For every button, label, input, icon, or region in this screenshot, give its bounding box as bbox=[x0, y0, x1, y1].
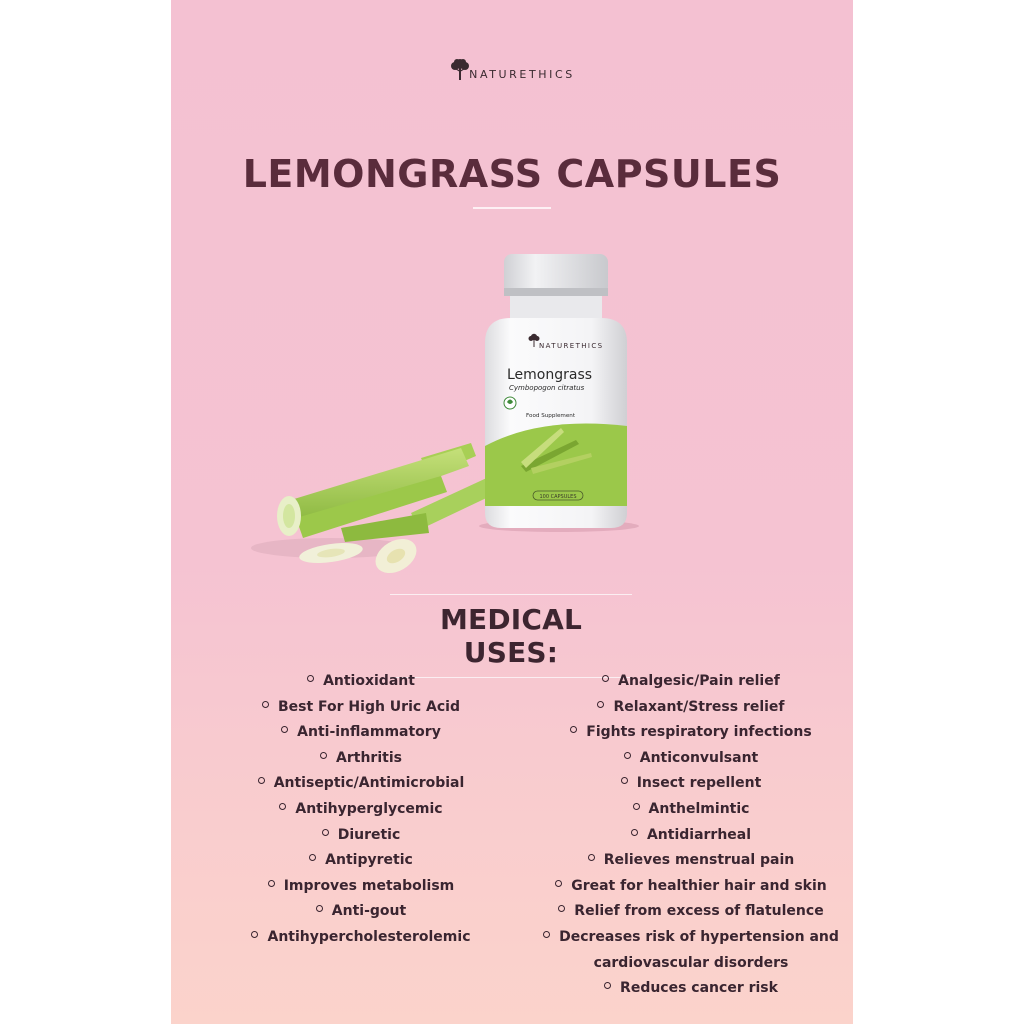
tree-icon bbox=[449, 58, 471, 82]
list-item: Anthelmintic bbox=[533, 797, 849, 823]
list-item: Great for healthier hair and skin bbox=[533, 874, 849, 900]
list-item: Reduces cancer risk bbox=[533, 976, 849, 1002]
page-title: LEMONGRASS CAPSULES bbox=[242, 152, 782, 196]
bullet-circle-icon bbox=[570, 726, 577, 733]
list-item: Antidiarrheal bbox=[533, 823, 849, 849]
bullet-circle-icon bbox=[624, 752, 631, 759]
supplement-bottle bbox=[479, 254, 639, 532]
lemongrass-stalks-icon bbox=[251, 443, 499, 580]
poster bbox=[171, 0, 853, 1024]
bullet-circle-icon bbox=[631, 829, 638, 836]
bullet-circle-icon bbox=[604, 982, 611, 989]
bullet-circle-icon bbox=[262, 701, 269, 708]
list-item: Relief from excess of flatulence bbox=[533, 899, 849, 925]
bullet-circle-icon bbox=[597, 701, 604, 708]
bullet-circle-icon bbox=[251, 931, 258, 938]
label-brand: NATURETHICS bbox=[539, 342, 604, 350]
list-item-continuation: cardiovascular disorders bbox=[593, 954, 789, 971]
bullet-circle-icon bbox=[307, 675, 314, 682]
list-item: Insect repellent bbox=[533, 771, 849, 797]
bullet-circle-icon bbox=[558, 905, 565, 912]
list-item: Analgesic/Pain relief bbox=[533, 669, 849, 695]
uses-list-right bbox=[533, 669, 849, 1002]
label-type: Food Supplement bbox=[526, 413, 576, 419]
medical-uses-heading bbox=[390, 594, 632, 678]
bullet-circle-icon bbox=[588, 854, 595, 861]
list-item: Antipyretic bbox=[211, 848, 511, 874]
brand-logo bbox=[171, 58, 853, 82]
brand-name: NATURETHICS bbox=[469, 68, 575, 81]
label-capsule-count: 100 CAPSULES bbox=[539, 494, 577, 500]
list-item: Relaxant/Stress relief bbox=[533, 695, 849, 721]
list-item: Decreases risk of hypertension and bbox=[533, 925, 849, 951]
bullet-circle-icon bbox=[309, 854, 316, 861]
heading-rule-top bbox=[390, 594, 632, 595]
list-item: Anticonvulsant bbox=[533, 746, 849, 772]
bullet-circle-icon bbox=[268, 880, 275, 887]
list-item: Best For High Uric Acid bbox=[211, 695, 511, 721]
label-product-name: Lemongrass bbox=[507, 367, 593, 383]
list-item: Anti-gout bbox=[211, 899, 511, 925]
title-divider bbox=[473, 207, 551, 209]
list-item: Antiseptic/Antimicrobial bbox=[211, 771, 511, 797]
bullet-circle-icon bbox=[602, 675, 609, 682]
uses-list-left bbox=[211, 669, 511, 951]
bullet-circle-icon bbox=[555, 880, 562, 887]
list-item: Antioxidant bbox=[211, 669, 511, 695]
bullet-circle-icon bbox=[322, 829, 329, 836]
bullet-circle-icon bbox=[281, 726, 288, 733]
bullet-circle-icon bbox=[543, 931, 550, 938]
list-item: Anti-inflammatory bbox=[211, 720, 511, 746]
list-item: Improves metabolism bbox=[211, 874, 511, 900]
bullet-circle-icon bbox=[320, 752, 327, 759]
bullet-circle-icon bbox=[633, 803, 640, 810]
list-item: Arthritis bbox=[211, 746, 511, 772]
product-image bbox=[221, 248, 641, 588]
section-heading: MEDICAL USES: bbox=[439, 603, 583, 669]
list-item: Fights respiratory infections bbox=[533, 720, 849, 746]
list-item: Antihyperglycemic bbox=[211, 797, 511, 823]
list-item: Relieves menstrual pain bbox=[533, 848, 849, 874]
list-item: Diuretic bbox=[211, 823, 511, 849]
bullet-circle-icon bbox=[258, 777, 265, 784]
label-latin-name: Cymbopogon citratus bbox=[509, 384, 585, 392]
bullet-circle-icon bbox=[316, 905, 323, 912]
bullet-circle-icon bbox=[279, 803, 286, 810]
list-item: Antihypercholesterolemic bbox=[211, 925, 511, 951]
bullet-circle-icon bbox=[621, 777, 628, 784]
